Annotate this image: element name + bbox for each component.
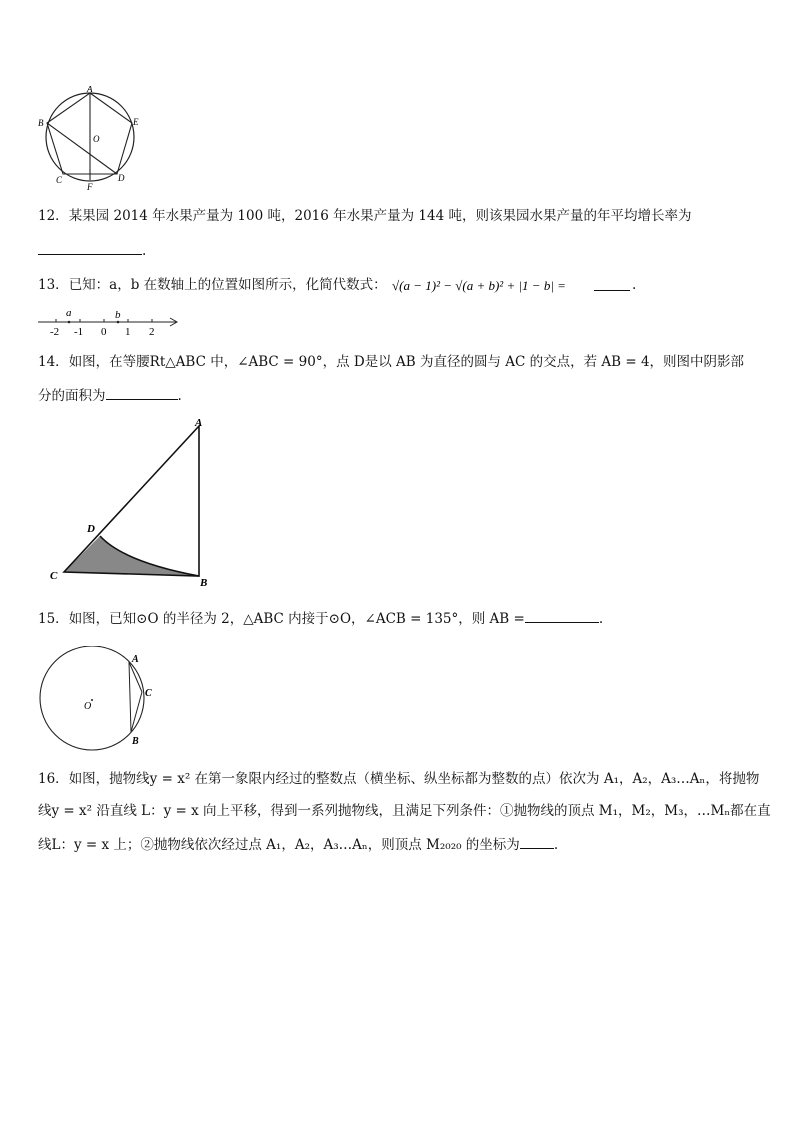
label-D: D [87,523,95,535]
label-A: A [195,417,203,429]
question-16 [38,770,759,788]
q16-line1: 如图，抛物线y = x² 在第一象限内经过的整数点（横坐标、纵坐标都为整数的点）依次为 A₁，A₂，A₃…Aₙ，将抛物 [68,771,760,787]
label-O: O [84,701,92,712]
question-13 [38,276,387,294]
point-b-label: b [115,309,121,321]
q12-answer-blank[interactable] [38,240,142,255]
label-E: E [133,117,139,127]
q12-answer-line: . [38,240,146,260]
q14-number: 14． [38,354,69,370]
q14-answer-blank[interactable] [106,385,178,400]
q15-answer-blank[interactable] [525,608,599,623]
tick-minus2: -2 [50,326,60,338]
tick-1: 1 [125,326,131,338]
q16-line3: 线L：y = x 上；②抛物线依次经过点 A₁，A₂，A₃…Aₙ，则顶点 M₂₀₂₀ 的坐标为 [38,837,520,853]
label-D: D [118,173,125,183]
label-C: C [50,570,58,582]
number-line-figure [36,304,186,338]
question-15: 15．如图，已知⊙O 的半径为 2，△ABC 内接于⊙O，∠ACB = 135°，则 AB = . [38,608,603,628]
label-C: C [145,688,152,699]
q13-period: . [632,277,637,293]
q14-line1: 如图，在等腰Rt△ABC 中，∠ABC = 90°，点 D是以 AB 为直径的圆与 AC 的交点，若 AB = 4，则图中阴影部 [68,354,745,370]
q16-answer-blank[interactable] [520,834,554,849]
question-16-cont2: 线L：y = x 上；②抛物线依次经过点 A₁，A₂，A₃…Aₙ，则顶点 M₂₀₂₀ 的坐标为 . [38,834,558,854]
label-B: B [132,736,139,747]
label-F: F [87,182,93,192]
circle-figure [36,646,160,752]
q13-expression-text: √(a − 1)² − √(a + b)² + |1 − b| = [392,278,566,293]
label-O: O [93,134,100,144]
q15-number: 15． [38,611,69,627]
q14-line2: 分的面积为 [38,388,106,404]
q12-text: 某果园 2014 年水果产量为 100 吨，2016 年水果产量为 144 吨，则该果园水果产量的年平均增长率为 [68,208,692,224]
tick-minus1: -1 [74,326,84,338]
q13-number: 13． [38,277,69,293]
triangle-figure [44,414,214,592]
q12-number: 12． [38,208,69,224]
point-a-label: a [66,307,72,319]
question-16-cont1 [38,802,771,820]
question-12 [38,207,691,225]
q16-line2: 线y = x² 沿直线 L：y = x 向上平移，得到一系列抛物线，且满足下列条件：①抛物线的顶点 M₁，M₂，M₃，…Mₙ都在直 [38,803,771,819]
q15-text: 如图，已知⊙O 的半径为 2，△ABC 内接于⊙O，∠ACB = 135°，则 AB = [68,611,525,627]
q13-text: 已知：a，b 在数轴上的位置如图所示，化简代数式： [68,277,387,293]
tick-2: 2 [149,326,155,338]
label-A: A [87,86,93,94]
question-14-cont: 分的面积为 . [38,385,182,405]
label-C: C [56,175,63,185]
label-B: B [38,118,44,128]
question-14 [38,353,744,371]
q16-number: 16． [38,771,69,787]
label-B: B [200,577,208,589]
pentagon-circle-figure [36,86,146,192]
tick-0: 0 [101,326,107,338]
q13-answer-blank[interactable] [594,276,630,291]
label-A: A [132,654,139,665]
